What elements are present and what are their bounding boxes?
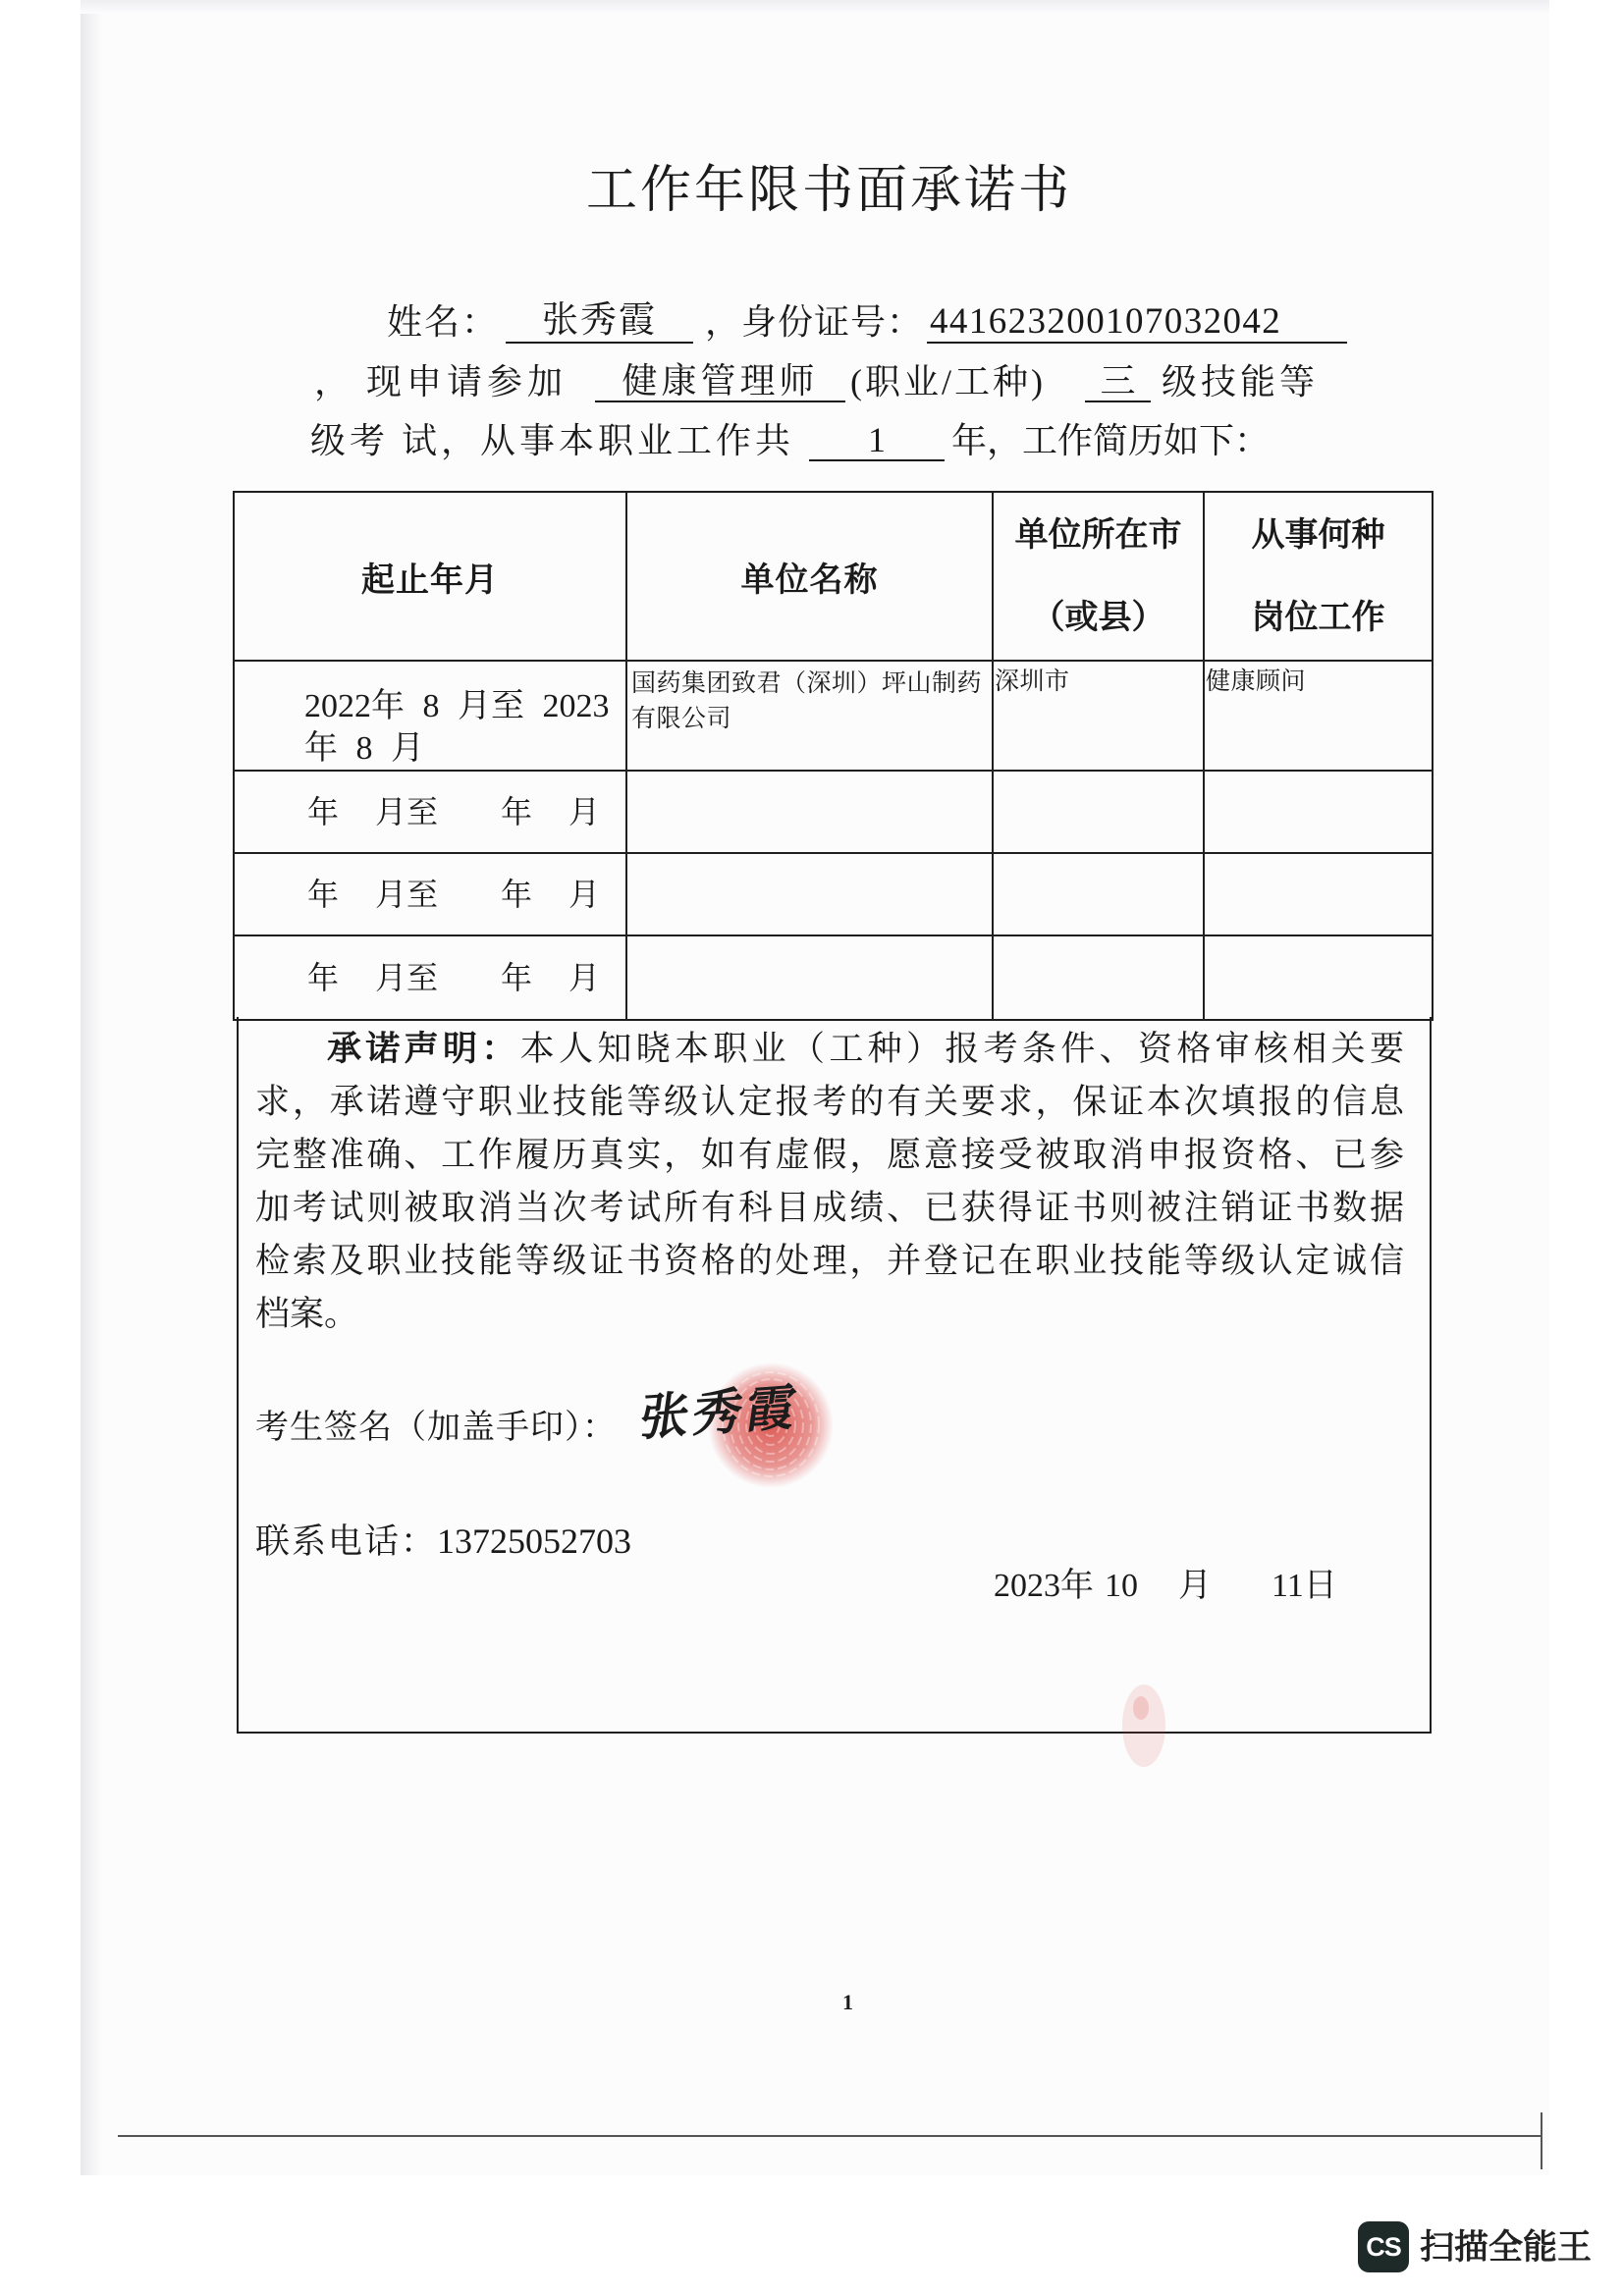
position-cell — [1204, 935, 1433, 1020]
date-day: 11日 — [1271, 1568, 1337, 1604]
level-value: 三 — [1085, 361, 1151, 402]
years-suffix: 年，工作简历如下： — [951, 421, 1271, 460]
scan-corner-line — [1541, 2112, 1542, 2169]
table-row — [234, 771, 1433, 853]
camscanner-watermark-text: 扫描全能王 — [1420, 2228, 1593, 2268]
position-cell — [1204, 771, 1433, 853]
employer-cell — [626, 771, 993, 853]
page-number: 1 — [842, 1990, 853, 2014]
period-part: 年 — [501, 877, 533, 912]
period-part: 年 — [307, 960, 340, 995]
header-employer: 单位名称 — [740, 562, 879, 599]
header-position-line2: 岗位工作 — [1251, 600, 1385, 636]
period-part: 月至 — [375, 877, 439, 912]
date-month: 10 — [1105, 1568, 1138, 1604]
declaration-text — [255, 1023, 1404, 1341]
camscanner-logo-icon: CS — [1358, 2221, 1409, 2272]
declaration-line — [255, 1023, 1404, 1076]
period-part: 月至 — [375, 960, 439, 995]
employer-cell — [626, 935, 993, 1020]
period-line: 2022年 8 月至 2023 — [304, 688, 610, 724]
declaration-line: 加考试则被取消当次考试所有科目成绩、已获得证书则被注销证书数据 — [255, 1189, 1404, 1227]
position-cell — [1204, 853, 1433, 935]
table-row — [234, 853, 1433, 935]
period-cell — [234, 853, 626, 935]
declaration-line: 求，承诺遵守职业技能等级认定报考的有关要求，保证本次填报的信息 — [255, 1083, 1404, 1121]
employer-cell — [626, 661, 993, 771]
header-city-cell — [993, 492, 1204, 661]
declaration-line: 完整准确、工作履历真实，如有虚假，愿意接受被取消申报资格、已参 — [255, 1136, 1404, 1174]
paper-top-edge — [81, 0, 1549, 14]
date-month-unit: 月 — [1178, 1568, 1212, 1604]
city-text: 深圳市 — [995, 667, 1070, 695]
contact-phone — [255, 1521, 631, 1563]
apply-prefix: ， — [314, 362, 351, 401]
period-cell — [234, 935, 626, 1020]
paper-left-edge — [81, 0, 102, 2175]
period-part: 年 — [307, 794, 340, 829]
header-employer-cell — [626, 492, 993, 661]
position-cell — [1204, 661, 1433, 771]
declaration-line: 检索及职业技能等级证书资格的处理，并登记在职业技能等级认定诚信 — [255, 1242, 1404, 1280]
header-period: 起止年月 — [361, 562, 499, 599]
period-line: 年 8 月 — [304, 730, 424, 767]
occupation-suffix: (职业/工种) — [850, 362, 1046, 401]
id-label: ，身份证号： — [705, 302, 924, 342]
apply-label: 现申请参加 — [366, 362, 568, 401]
scan-bottom-line — [118, 2135, 1542, 2137]
position-text: 健康顾问 — [1206, 667, 1307, 695]
table-header-row — [234, 492, 1433, 661]
header-period-cell — [234, 492, 626, 661]
header-city-line2: （或县） — [1031, 600, 1165, 636]
period-text — [235, 662, 625, 770]
city-cell — [993, 935, 1204, 1020]
declaration-line-text: 本人知晓本职业（工种）报考条件、资格审核相关要 — [519, 1030, 1404, 1068]
phone-label: 联系电话： — [255, 1522, 438, 1561]
phone-number: 13725052703 — [437, 1522, 632, 1561]
handwritten-signature: 张秀霞 — [636, 1379, 803, 1446]
table-row — [234, 661, 1433, 771]
signature-label: 考生签名（加盖手印）： — [255, 1410, 617, 1446]
city-cell — [993, 661, 1204, 771]
declaration-label: 承诺声明： — [327, 1030, 520, 1068]
name-label: 姓名： — [387, 302, 500, 342]
occupation-value: 健康管理师 — [595, 361, 845, 402]
period-cell — [234, 771, 626, 853]
document-title: 工作年限书面承诺书 — [586, 163, 1073, 219]
table-row — [234, 935, 1433, 1020]
ink-smudge — [1117, 1679, 1170, 1773]
work-history-table — [233, 491, 1434, 1021]
city-cell — [993, 771, 1204, 853]
header-position-line1: 从事何种 — [1251, 517, 1385, 554]
years-value: 1 — [809, 420, 945, 461]
period-part: 年 — [501, 794, 533, 829]
id-number-value: 441623200107032042 — [927, 300, 1347, 344]
employer-cell — [626, 853, 993, 935]
period-part: 年 — [501, 960, 533, 995]
city-cell — [993, 853, 1204, 935]
date-year: 2023年 — [994, 1568, 1094, 1604]
header-position-cell — [1204, 492, 1433, 661]
header-city-line1: 单位所在市 — [1014, 517, 1182, 554]
exam-label: 级考 试，从事本职业工作共 — [310, 421, 795, 460]
period-cell — [234, 661, 626, 771]
name-value: 张秀霞 — [506, 300, 693, 344]
period-part: 月至 — [375, 794, 439, 829]
level-suffix: 级技能等 — [1162, 362, 1320, 401]
period-part: 月 — [568, 960, 601, 995]
period-part: 年 — [307, 877, 340, 912]
declaration-line: 档案。 — [255, 1295, 359, 1333]
period-part: 月 — [568, 877, 601, 912]
employer-text: 国药集团致君（深圳）坪山制药有限公司 — [631, 668, 983, 732]
period-part: 月 — [568, 794, 601, 829]
